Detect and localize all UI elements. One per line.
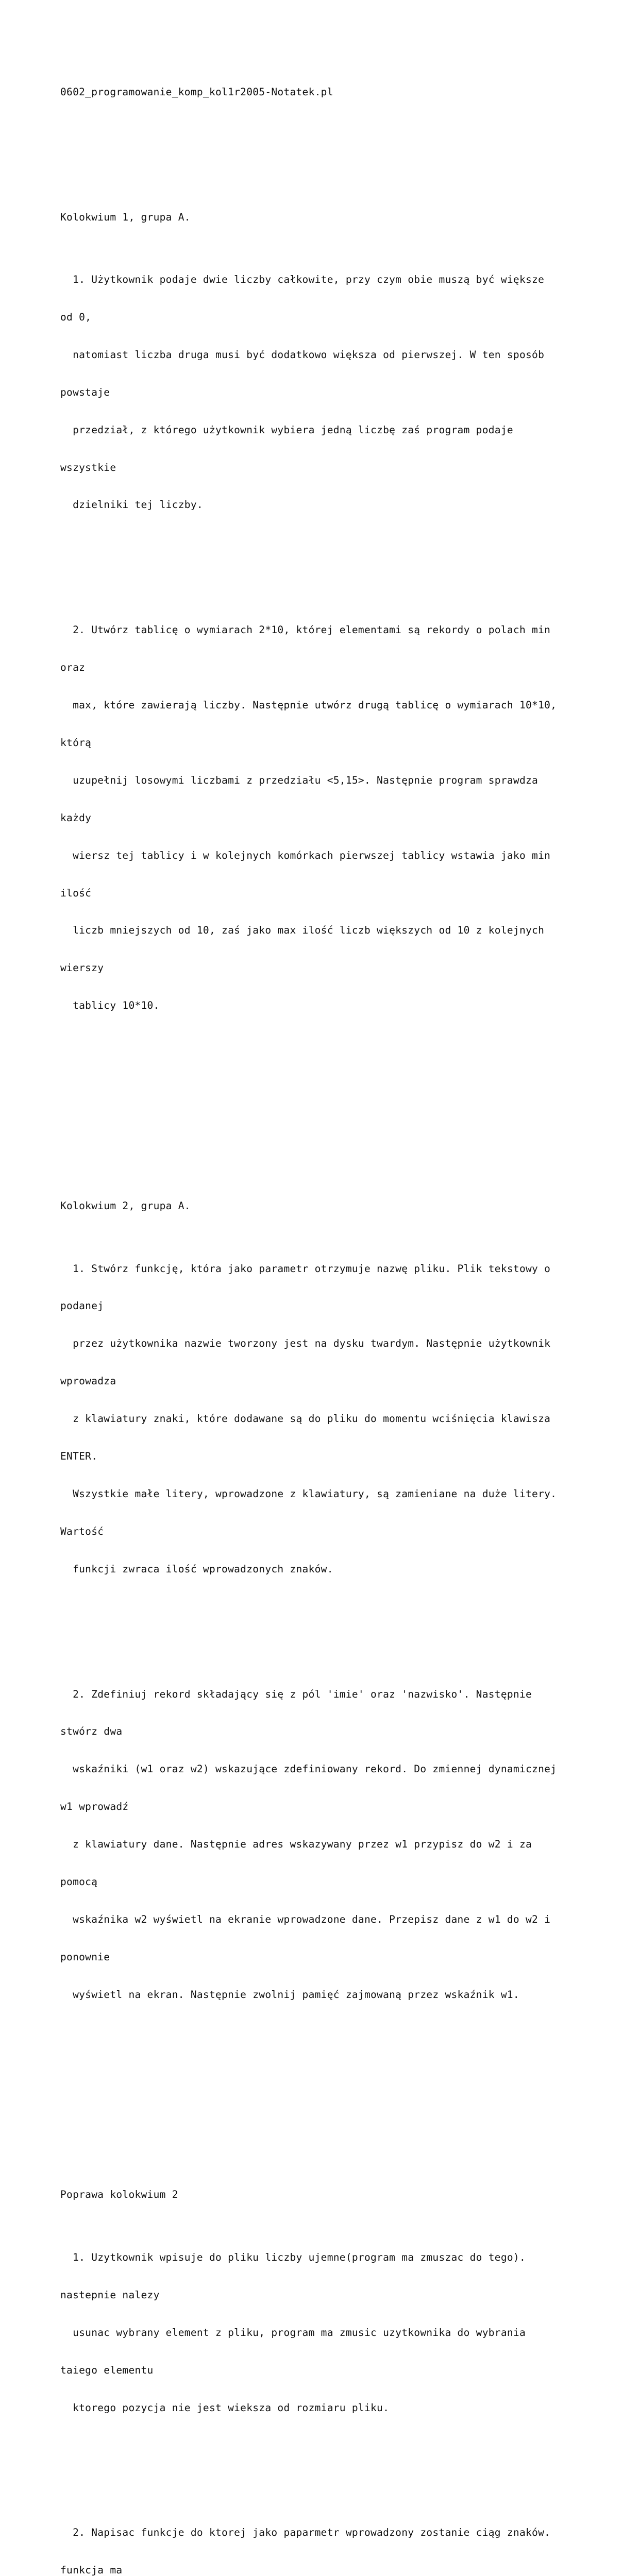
task-2 <box>60 2502 586 2576</box>
task-line: liczb mniejszych od 10, zaś jako max ilość liczb większych od 10 z kolejnych <box>60 924 545 937</box>
section-heading: Poprawa kolokwium 2 <box>60 2189 178 2201</box>
task-line: w1 wprowadź <box>60 1801 129 1813</box>
task-line: wyświetl na ekran. Następnie zwolnij pamięć zajmowaną przez wskaźnik w1. <box>60 1988 519 2001</box>
task-line: ktorego pozycja nie jest wieksza od rozmiaru pliku. <box>60 2401 390 2414</box>
task-line: max, które zawierają liczby. Następnie utwórz drugą tablicę o wymiarach 10*10, <box>60 699 557 711</box>
task-line: wierszy <box>60 962 104 974</box>
task-line: ponownie <box>60 1951 110 1963</box>
section-heading: Kolokwium 2, grupa A. <box>60 1200 191 1212</box>
task-line: funkcja ma <box>60 2564 123 2576</box>
task-line: natomiast liczba druga musi być dodatkowo większa od pierwszej. W ten sposób <box>60 348 545 361</box>
task-line: Wszystkie małe litery, wprowadzone z klawiatury, są zamieniane na duże litery. <box>60 1487 557 1500</box>
task-line: przez użytkownika nazwie tworzony jest na dysku twardym. Następnie użytkownik <box>60 1337 551 1350</box>
spacer <box>60 1625 586 1638</box>
task-line: wszystkie <box>60 461 116 473</box>
spacer <box>60 2089 586 2114</box>
task-line: oraz <box>60 662 86 674</box>
section-kolokwium-2 <box>60 1175 586 2051</box>
task-line: funkcji zwraca ilość wprowadzonych znaków. <box>60 1563 333 1575</box>
task-line: podanej <box>60 1300 104 1312</box>
task-line: wskaźniki (w1 oraz w2) wskazujące zdefiniowany rekord. Do zmiennej dynamicznej <box>60 1763 557 1775</box>
spacer <box>60 562 586 574</box>
task-line: stwórz dwa <box>60 1725 123 1738</box>
task-line: 1. Stwórz funkcję, która jako parametr otrzymuje nazwę pliku. Plik tekstowy o <box>60 1262 551 1275</box>
task-line: dzielniki tej liczby. <box>60 499 203 511</box>
task-1 <box>60 2226 586 2439</box>
task-line: od 0, <box>60 311 92 323</box>
task-line: 1. Uzytkownik wpisuje do pliku liczby ujemne(program ma zmuszac do tego). <box>60 2251 526 2263</box>
task-line: powstaje <box>60 386 110 398</box>
task-line: którą <box>60 737 92 749</box>
section-poprawa-kolokwium-2 <box>60 2164 586 2576</box>
task-line: każdy <box>60 811 92 824</box>
task-line: Wartość <box>60 1525 104 1537</box>
task-line: ilość <box>60 887 92 899</box>
task-line: taiego elementu <box>60 2364 154 2376</box>
task-line: nastepnie nalezy <box>60 2289 160 2301</box>
task-line: 2. Napisac funkcje do ktorej jako paparmetr wprowadzony zostanie ciąg znaków. <box>60 2527 551 2539</box>
task-line: 1. Użytkownik podaje dwie liczby całkowite, przy czym obie muszą być większe <box>60 274 545 286</box>
task-line: tablicy 10*10. <box>60 999 160 1012</box>
task-2 <box>60 1663 586 2026</box>
task-1 <box>60 248 586 536</box>
task-line: ENTER. <box>60 1450 98 1462</box>
task-line: uzupełnij losowymi liczbami z przedziału <5,15>. Następnie program sprawdza <box>60 774 539 786</box>
task-line: przedział, z którego użytkownik wybiera jedną liczbę zaś program podaje <box>60 423 513 436</box>
spacer <box>60 123 586 135</box>
document-body <box>60 61 586 2576</box>
document-title: 0602_programowanie_komp_kol1r2005-Notatek.pl <box>60 86 333 98</box>
task-2 <box>60 599 586 1037</box>
task-line: 2. Utwórz tablicę o wymiarach 2*10, której elementami są rekordy o polach min <box>60 624 551 636</box>
task-line: 2. Zdefiniuj rekord składający się z pól 'imie' oraz 'nazwisko'. Następnie <box>60 1688 532 1700</box>
task-line: pomocą <box>60 1876 98 1888</box>
task-line: wiersz tej tablicy i w kolejnych komórkach pierwszej tablicy wstawia jako min <box>60 849 551 861</box>
spacer <box>60 1100 586 1125</box>
task-line: wskaźnika w2 wyświetl na ekranie wprowadzone dane. Przepisz dane z w1 do w2 i <box>60 1913 551 1925</box>
task-line: z klawiatury znaki, które dodawane są do pliku do momentu wciśnięcia klawisza <box>60 1413 551 1425</box>
task-1 <box>60 1238 586 1601</box>
task-line: z klawiatury dane. Następnie adres wskazywany przez w1 przypisz do w2 i za <box>60 1838 532 1851</box>
spacer <box>60 2464 586 2477</box>
section-kolokwium-1 <box>60 186 586 1062</box>
task-line: wprowadza <box>60 1375 116 1387</box>
task-line: usunac wybrany element z pliku, program ma zmusic uzytkownika do wybrania <box>60 2326 526 2338</box>
section-heading: Kolokwium 1, grupa A. <box>60 211 191 223</box>
